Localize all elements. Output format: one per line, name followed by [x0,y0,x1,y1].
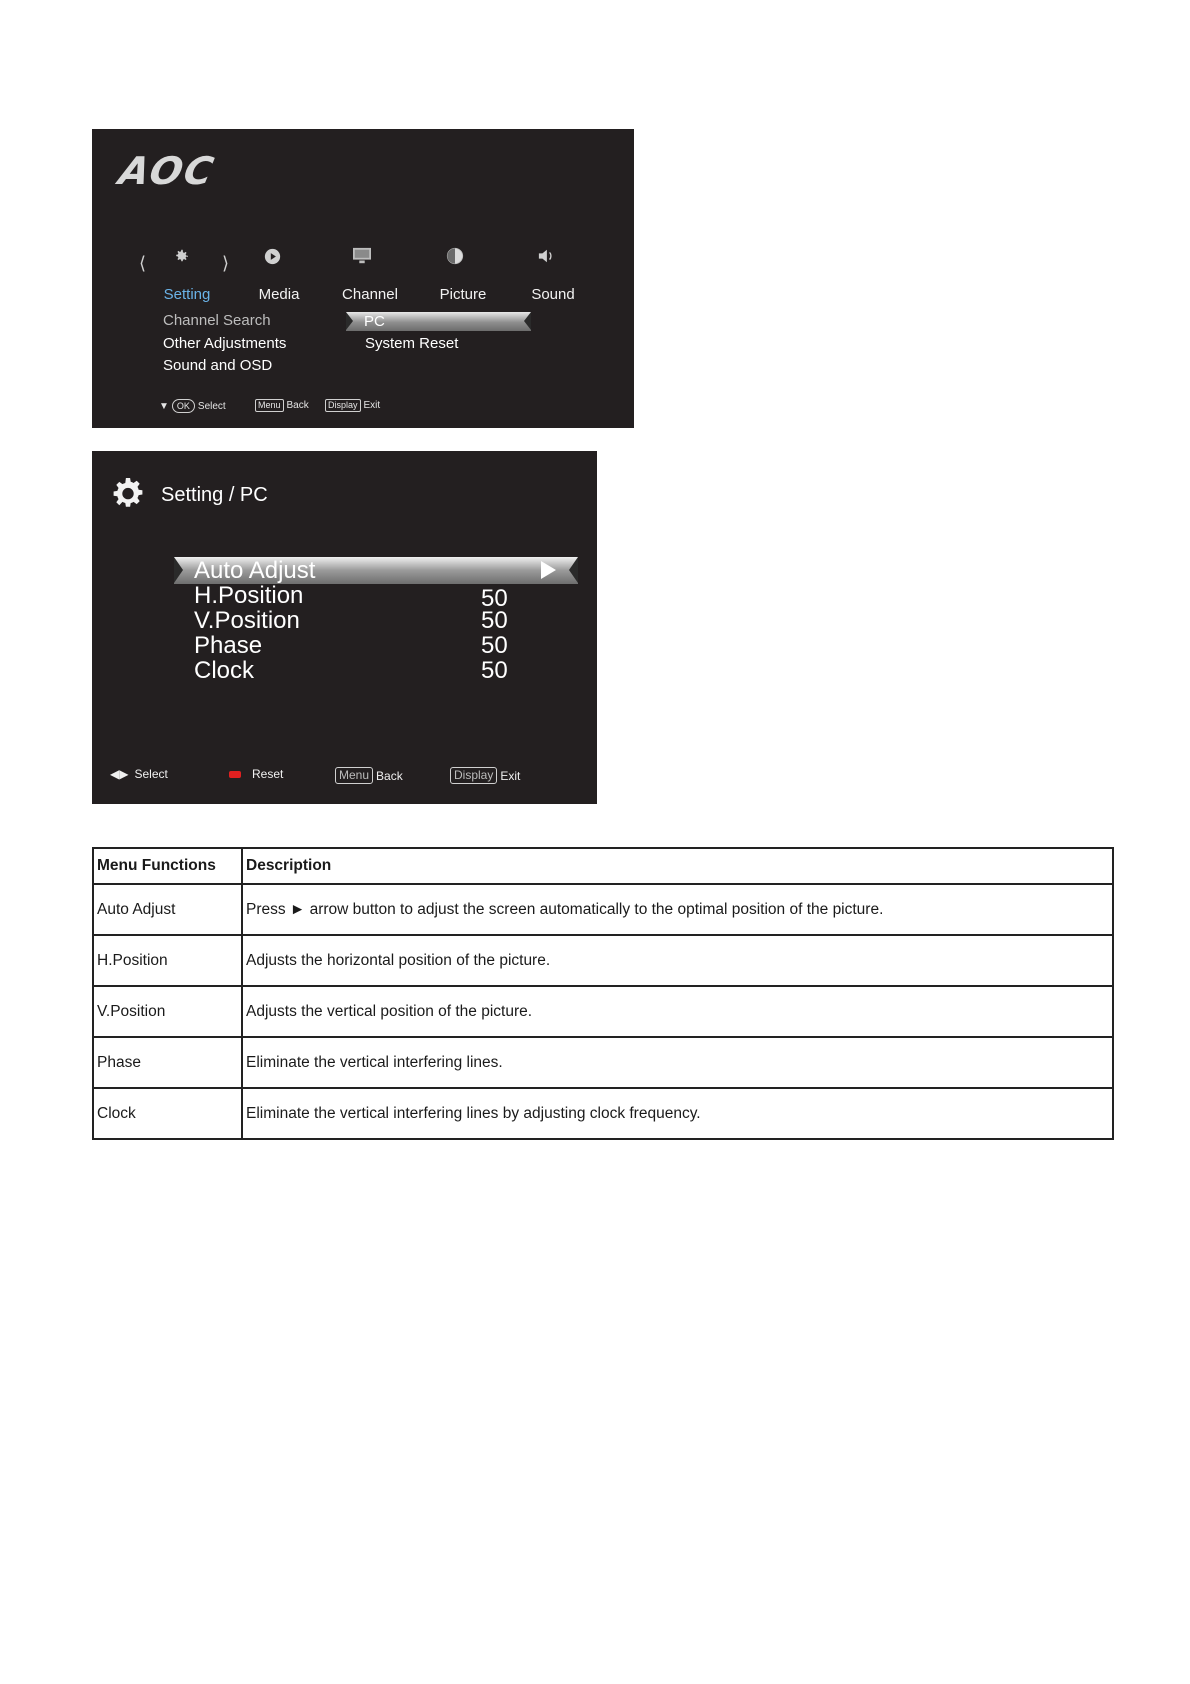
function-name: Clock [93,1088,242,1139]
tab-picture[interactable]: Picture [439,286,487,303]
v-position-value: 50 [481,607,508,634]
select-label: Select [197,400,226,412]
exit-label: Exit [500,768,521,783]
monitor-icon[interactable] [352,246,372,266]
tab-media[interactable]: Media [258,286,300,303]
osd-main-menu [92,129,634,428]
display-key: Display [450,767,497,784]
highlight-notch-left [346,312,353,330]
function-name: V.Position [93,986,242,1037]
red-button-icon [229,771,241,778]
tab-setting[interactable]: Setting [163,286,211,303]
menu-item-pc-highlighted[interactable] [346,312,531,331]
back-label: Back [376,768,403,783]
footer-exit-hint [325,399,380,412]
pc-item-clock[interactable]: Clock [194,657,255,684]
gear-icon [110,475,146,511]
function-name: Phase [93,1037,242,1088]
menu-item-sound-and-osd[interactable]: Sound and OSD [163,357,273,374]
menu-item-pc-label: PC [364,313,385,330]
menu-functions-table [92,847,1114,1140]
tab-sound[interactable]: Sound [531,286,575,303]
menu-item-system-reset[interactable]: System Reset [365,335,459,352]
phase-value: 50 [481,632,508,659]
footer-back-hint [335,767,403,784]
chevron-right-icon[interactable]: ⟩ [222,253,230,273]
menu-key: Menu [335,767,373,784]
footer-select-hint [159,399,226,413]
pc-item-v-position[interactable]: V.Position [194,607,300,634]
highlight-notch-right [569,557,578,583]
table-row [93,986,1113,1037]
chevron-left-icon[interactable]: ⟨ [139,253,147,273]
gear-icon[interactable] [172,246,192,266]
table-row [93,1037,1113,1088]
speaker-icon[interactable] [536,246,556,266]
back-label: Back [286,400,309,411]
aoc-logo: AOC [115,149,220,193]
menu-item-channel-search[interactable]: Channel Search [163,312,271,329]
reset-label: Reset [252,767,284,781]
pc-item-auto-adjust-label: Auto Adjust [194,557,316,584]
down-arrow-icon: ▼ [159,400,169,412]
table-row [93,935,1113,986]
header-description: Description [242,848,1113,884]
play-icon[interactable] [262,246,282,266]
left-right-arrows-icon: ◀▶ [110,767,129,781]
footer-exit-hint [450,767,520,784]
function-description: Press ► arrow button to adjust the screen automatically to the optimal position of the picture. [242,884,1113,935]
ok-key: OK [172,399,195,413]
footer-reset-hint [229,767,283,781]
footer-back-hint [255,399,309,412]
half-circle-icon[interactable] [445,246,465,266]
function-description: Eliminate the vertical interfering lines by adjusting clock frequency. [242,1088,1113,1139]
osd-pc-settings [92,451,597,804]
function-description: Adjusts the vertical position of the picture. [242,986,1113,1037]
function-name: Auto Adjust [93,884,242,935]
play-arrow-icon [541,561,556,579]
table-row [93,884,1113,935]
h-position-value: 50 [481,585,508,612]
select-label: Select [134,767,168,781]
menu-item-other-adjustments[interactable]: Other Adjustments [163,335,287,352]
table-header-row [93,848,1113,884]
function-description: Eliminate the vertical interfering lines. [242,1037,1113,1088]
menu-key: Menu [255,399,284,412]
footer-select-hint [110,767,168,781]
display-key: Display [325,399,361,412]
highlight-notch-left [174,557,183,583]
page-title: Setting / PC [161,484,268,506]
clock-value: 50 [481,657,508,684]
function-name: H.Position [93,935,242,986]
pc-item-h-position[interactable]: H.Position [194,582,304,609]
highlight-notch-right [524,312,531,330]
table-row [93,1088,1113,1139]
function-description: Adjusts the horizontal position of the picture. [242,935,1113,986]
header-menu-functions: Menu Functions [93,848,242,884]
tab-channel[interactable]: Channel [342,286,398,303]
pc-item-phase[interactable]: Phase [194,632,263,659]
exit-label: Exit [363,400,381,411]
